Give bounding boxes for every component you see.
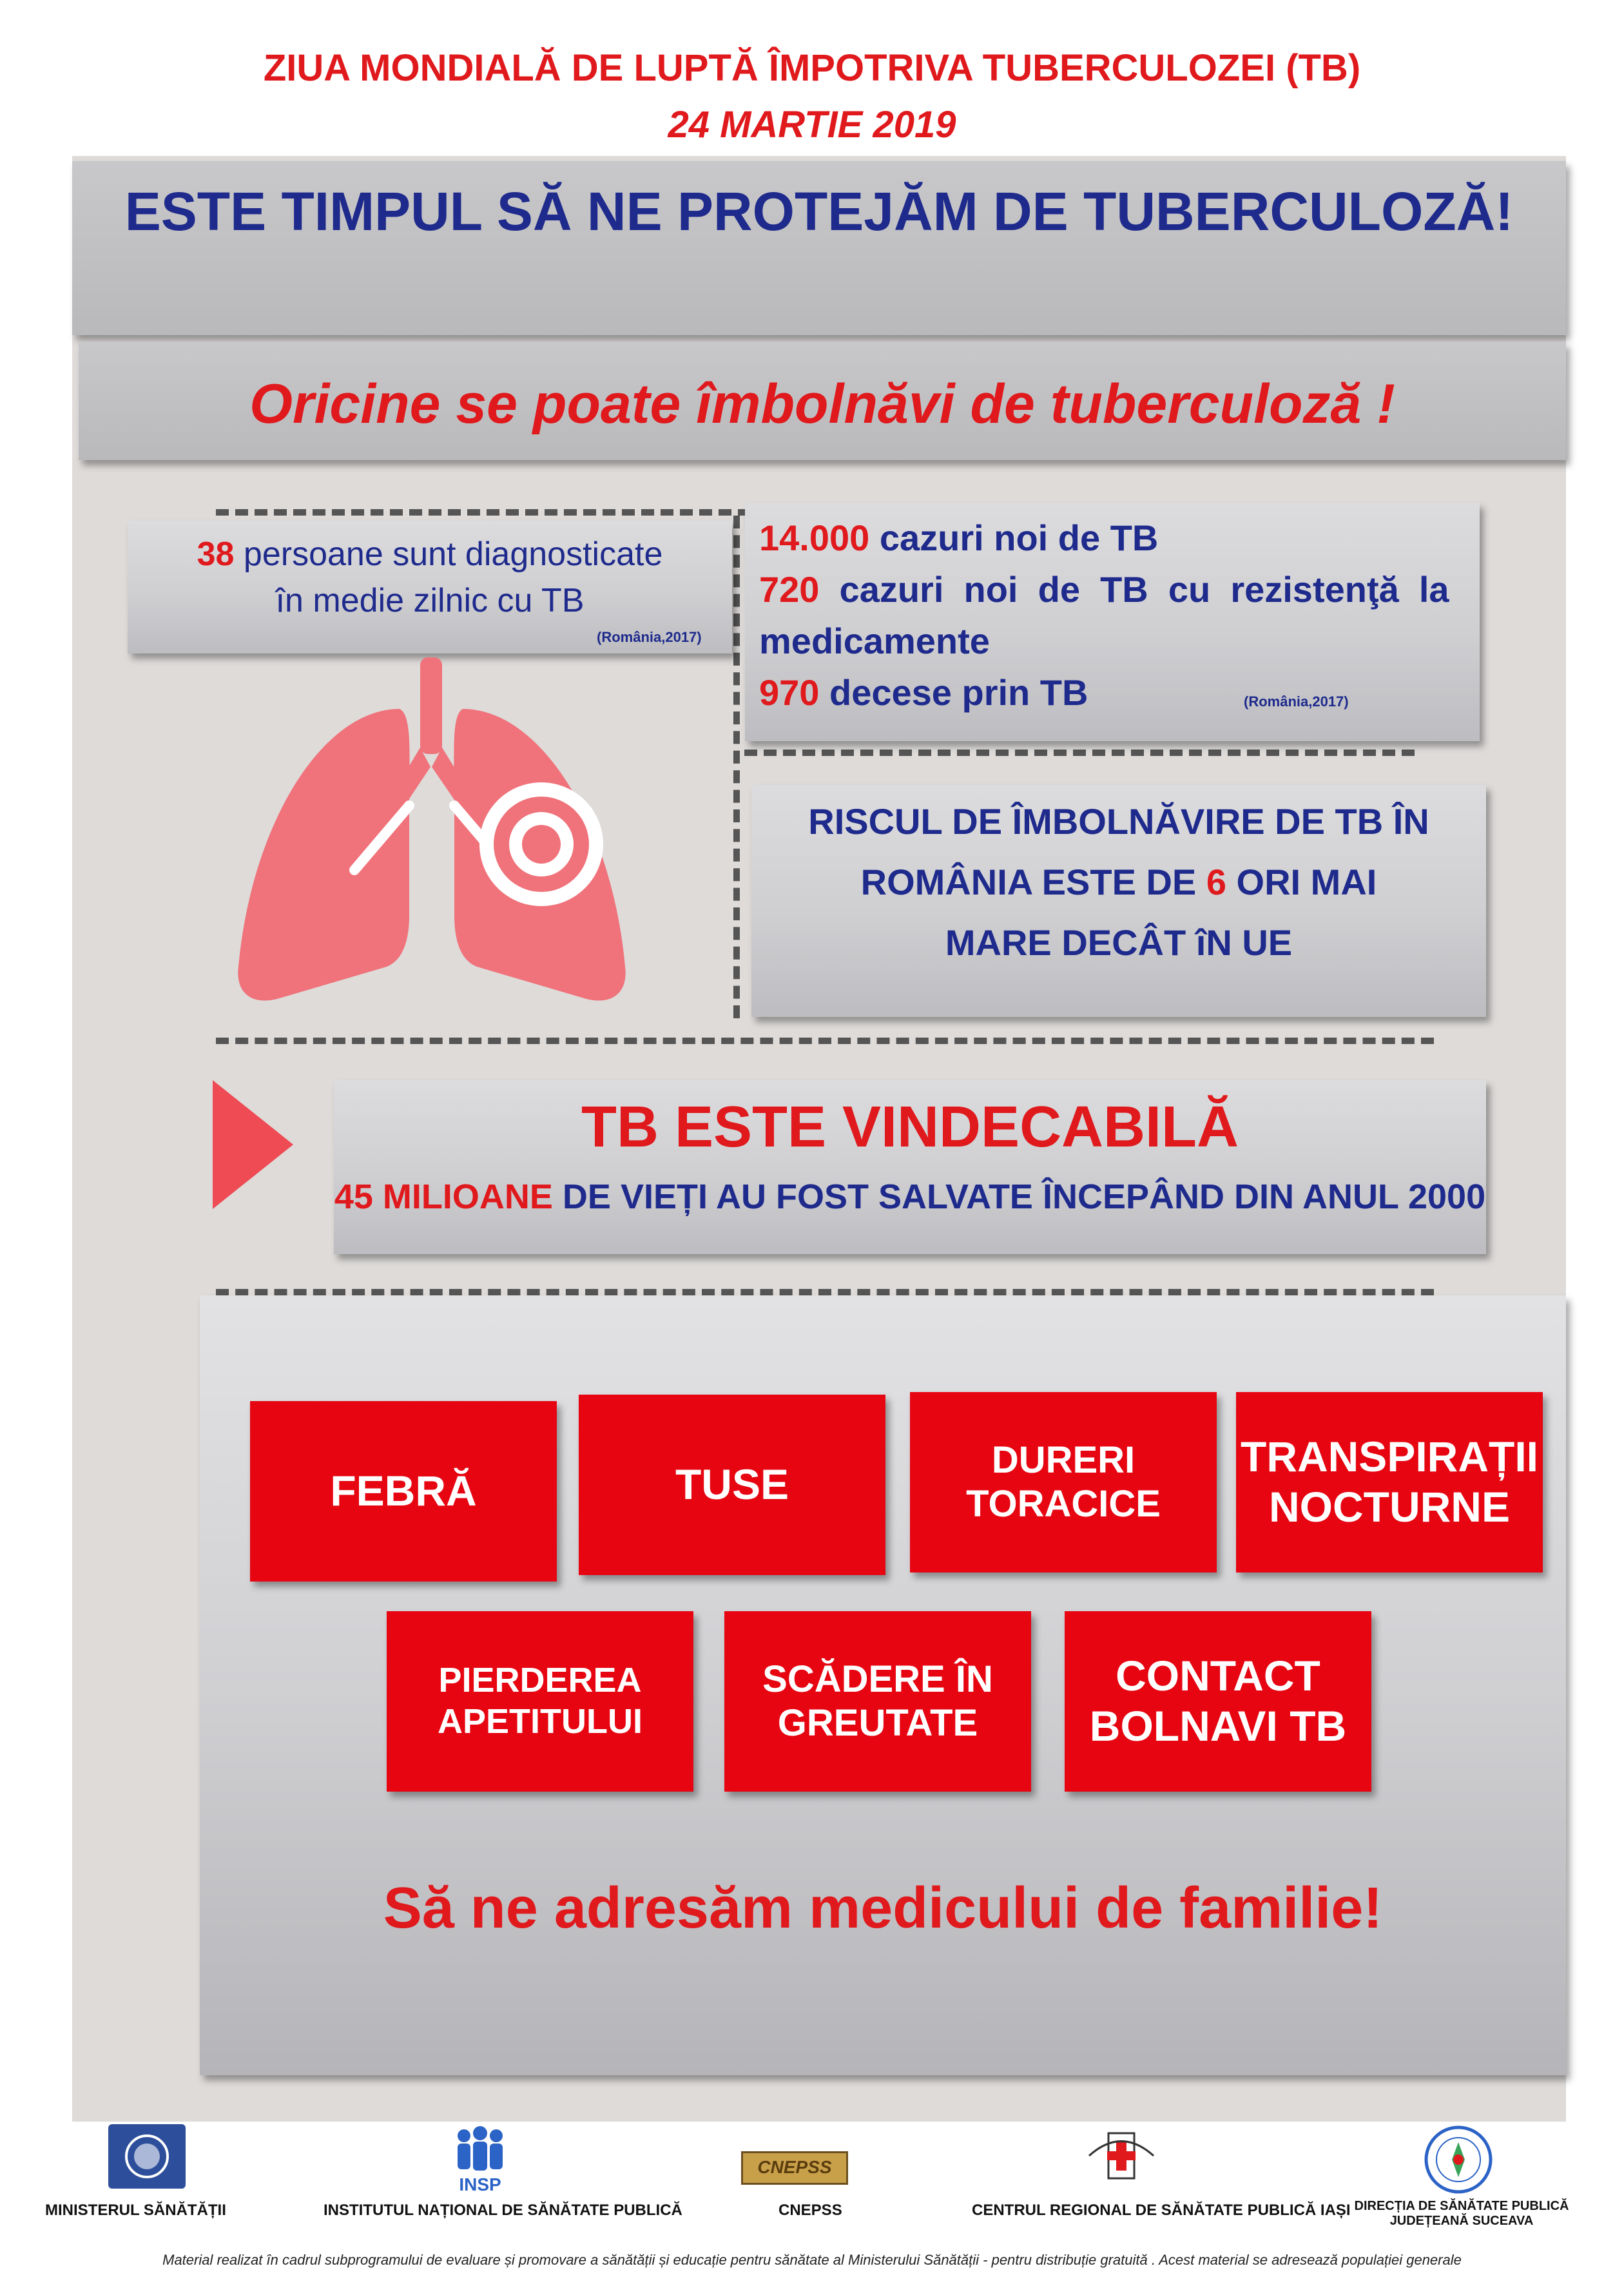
insp-logo-text: INSP	[459, 2174, 501, 2194]
resistant-cases-number: 720	[759, 569, 820, 610]
symptom-label: CONTACT	[1116, 1652, 1320, 1700]
insp-logo	[445, 2124, 516, 2195]
daily-cases-text: persoane sunt diagnosticate	[234, 536, 663, 573]
new-cases-line	[759, 517, 1158, 559]
resistant-cases-line	[759, 568, 1468, 610]
symptom-tuse	[579, 1395, 885, 1575]
risk-multiplier: 6	[1206, 862, 1226, 902]
lungs-icon	[226, 657, 690, 1018]
dashed-divider	[216, 509, 751, 516]
header-title: ZIUA MONDIALĂ DE LUPTĂ ÎMPOTRIVA TUBERCULOZEI (TB)	[263, 47, 1361, 89]
symptom-label: PIERDEREA	[438, 1661, 642, 1700]
ministry-crest-icon	[108, 2124, 186, 2189]
resistant-cases-text: cazuri noi de TB cu rezistenţă la	[819, 569, 1449, 610]
daily-cases-line1	[128, 535, 732, 574]
deaths-text: decese prin TB	[819, 672, 1088, 713]
symptom-dureri-toracice	[910, 1392, 1217, 1573]
org-insp: INSTITUTUL NAȚIONAL DE SĂNĂTATE PUBLICĂ	[324, 2202, 682, 2219]
symptom-contact	[1065, 1611, 1371, 1792]
lives-saved-number: 45 MILIOANE	[334, 1177, 553, 1216]
lives-saved-text: DE VIEȚI AU FOST SALVATE ÎNCEPÂND DIN ANUL 2000	[552, 1177, 1486, 1216]
risk-line3: MARE DECÂT îN UE	[945, 922, 1293, 963]
org-dsp-line1: DIRECȚIA DE SĂNĂTATE PUBLICĂ	[1354, 2199, 1569, 2213]
disclaimer: Material realizat în cadrul subprogramului de evaluare și promovare a sănătății și educație pentru sănătate al Ministerului Sănătății - pentru distribuție gratuită . Acest material se adresează populației generale	[162, 2252, 1462, 2268]
cnepss-logo-text: CNEPSS	[757, 2157, 832, 2177]
risk-text: ORI MAI	[1226, 862, 1377, 902]
symptoms-card	[200, 1295, 1566, 2075]
crsp-logo-icon	[1083, 2127, 1160, 2185]
dashed-divider	[216, 1038, 1434, 1044]
insp-people-icon	[445, 2124, 516, 2176]
org-dsp-line2: JUDEȚEANĂ SUCEAVA	[1389, 2214, 1534, 2228]
symptom-label: FEBRĂ	[330, 1467, 477, 1515]
risk-card	[751, 785, 1486, 1017]
call-to-action: Să ne adresăm medicului de familie!	[383, 1876, 1383, 1940]
symptom-label: APETITULUI	[438, 1702, 643, 1741]
dsp-suceava-logo-icon	[1423, 2124, 1494, 2195]
symptom-transpiratii	[1236, 1392, 1543, 1573]
symptom-label: TRANSPIRAȚII	[1241, 1433, 1538, 1481]
dashed-divider	[744, 750, 1415, 756]
subtitle: Oricine se poate îmbolnăvi de tuberculoză !	[249, 373, 1395, 435]
deaths-number: 970	[759, 672, 820, 713]
org-crsp: CENTRUL REGIONAL DE SĂNĂTATE PUBLICĂ IAȘI	[972, 2202, 1351, 2219]
resistant-cases-line2: medicamente	[759, 621, 990, 661]
deaths-line	[759, 672, 1088, 713]
curable-title: TB ESTE VINDECABILĂ	[581, 1095, 1239, 1159]
org-dsp	[1352, 2199, 1571, 2229]
risk-line1: RISCUL DE ÎMBOLNĂVIRE DE TB ÎN	[808, 801, 1429, 842]
title-banner	[72, 161, 1566, 335]
symptom-label: TORACICE	[966, 1483, 1161, 1525]
header-date: 24 MARTIE 2019	[668, 104, 956, 146]
national-stats-card	[745, 503, 1480, 741]
symptom-label: SCĂDERE ÎN	[762, 1658, 993, 1700]
curable-subtitle	[334, 1177, 1486, 1217]
arrow-right-icon	[213, 1080, 296, 1209]
daily-cases-card	[128, 521, 732, 653]
symptom-label: BOLNAVI TB	[1089, 1702, 1347, 1750]
dashed-divider	[216, 1289, 1434, 1295]
ministry-logo	[108, 2124, 186, 2189]
daily-cases-number: 38	[197, 536, 235, 573]
subtitle-banner	[79, 342, 1566, 460]
symptom-label: TUSE	[675, 1460, 789, 1509]
new-cases-text: cazuri noi de TB	[869, 518, 1159, 558]
org-cnepss: CNEPSS	[778, 2202, 842, 2219]
org-ministry: MINISTERUL SĂNĂTĂȚII	[45, 2202, 226, 2219]
symptom-label: NOCTURNE	[1269, 1483, 1510, 1531]
new-cases-number: 14.000	[759, 518, 870, 558]
risk-text: ROMÂNIA ESTE DE	[860, 862, 1206, 902]
daily-cases-source: (România,2017)	[597, 629, 702, 645]
dashed-divider	[733, 516, 740, 1018]
main-title: ESTE TIMPUL SĂ NE PROTEJĂM DE TUBERCULOZĂ!	[124, 181, 1514, 242]
symptom-label: GREUTATE	[777, 1702, 978, 1744]
curable-card	[334, 1080, 1486, 1254]
symptom-pierderea-apetitului	[387, 1611, 693, 1792]
national-stats-source: (România,2017)	[1244, 693, 1349, 710]
symptom-label: DURERI	[991, 1438, 1136, 1481]
daily-cases-line2: în medie zilnic cu TB	[275, 582, 585, 619]
symptom-scadere-greutate	[724, 1611, 1031, 1792]
risk-line2	[751, 861, 1486, 903]
cnepss-logo	[741, 2151, 848, 2185]
symptom-febra	[250, 1401, 557, 1582]
